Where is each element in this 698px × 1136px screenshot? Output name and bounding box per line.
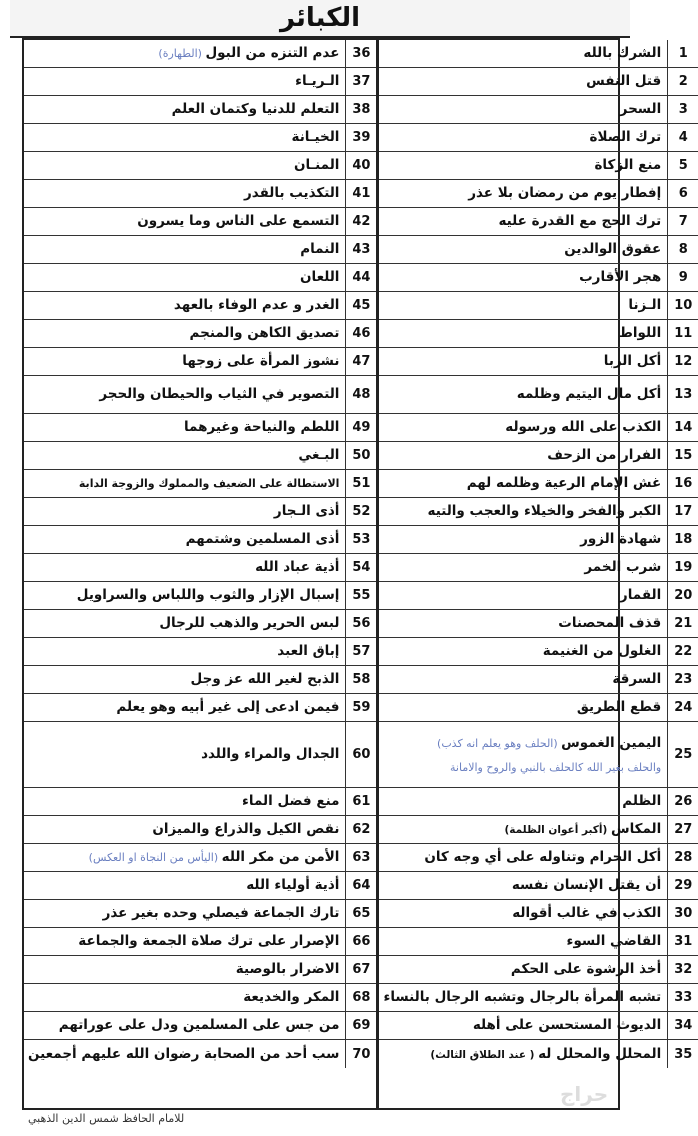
row-text-cell bbox=[379, 984, 667, 1011]
row-number: 15 bbox=[667, 442, 698, 469]
left-row-62 bbox=[24, 816, 376, 844]
row-number: 55 bbox=[345, 582, 376, 609]
row-text-cell bbox=[379, 264, 667, 291]
row-text-cell bbox=[379, 788, 667, 815]
sin-label: القاضي السوء bbox=[566, 933, 662, 950]
row-number: 25 bbox=[667, 722, 698, 787]
sin-label: تارك الجماعة فيصلي وحده بغير عذر bbox=[102, 905, 340, 922]
sin-label: لبس الحرير والذهب للرجال bbox=[159, 615, 340, 632]
row-text-cell bbox=[24, 264, 345, 291]
right-column bbox=[379, 40, 698, 1108]
sin-label: تشبه المرأة بالرجال وتشبه الرجال بالنساء bbox=[383, 989, 662, 1006]
left-row-66 bbox=[24, 928, 376, 956]
row-number: 43 bbox=[345, 236, 376, 263]
sin-label: إباق العبد bbox=[277, 643, 340, 660]
right-row-35 bbox=[379, 1040, 698, 1068]
sin-label: أذية أولياء الله bbox=[246, 877, 340, 894]
sin-label: الظلم bbox=[622, 793, 662, 810]
left-row-56 bbox=[24, 610, 376, 638]
left-row-37 bbox=[24, 68, 376, 96]
row-number: 56 bbox=[345, 610, 376, 637]
row-number: 11 bbox=[667, 320, 698, 347]
left-row-36 bbox=[24, 40, 376, 68]
sin-label: الـزنا bbox=[628, 297, 662, 314]
sin-label: قطع الطريق bbox=[576, 699, 662, 716]
sin-label: شرب الخمر bbox=[584, 559, 662, 576]
left-row-55 bbox=[24, 582, 376, 610]
row-number: 19 bbox=[667, 554, 698, 581]
row-number: 3 bbox=[667, 96, 698, 123]
row-text-cell bbox=[24, 788, 345, 815]
row-text-cell bbox=[379, 844, 667, 871]
row-text-cell bbox=[24, 956, 345, 983]
row-number: 23 bbox=[667, 666, 698, 693]
row-number: 44 bbox=[345, 264, 376, 291]
row-number: 28 bbox=[667, 844, 698, 871]
row-number: 14 bbox=[667, 414, 698, 441]
sin-label: تصديق الكاهن والمنجم bbox=[189, 325, 340, 342]
row-text-cell bbox=[379, 872, 667, 899]
sin-label: الغلول من الغنيمة bbox=[542, 643, 662, 660]
right-row-9 bbox=[379, 264, 698, 292]
left-row-64 bbox=[24, 872, 376, 900]
row-number: 58 bbox=[345, 666, 376, 693]
sin-note: (الطهارة) bbox=[158, 47, 206, 61]
row-text-cell bbox=[24, 68, 345, 95]
right-row-24 bbox=[379, 694, 698, 722]
left-row-44 bbox=[24, 264, 376, 292]
sin-label: اليمين الغموس bbox=[561, 734, 662, 751]
sin-label: أذى المسلمين وشتمهم bbox=[185, 531, 340, 548]
row-number: 29 bbox=[667, 872, 698, 899]
right-row-29 bbox=[379, 872, 698, 900]
row-number: 66 bbox=[345, 928, 376, 955]
right-row-13 bbox=[379, 376, 698, 414]
sin-label: الشرك بالله bbox=[583, 45, 662, 62]
sin-label: الغدر و عدم الوفاء بالعهد bbox=[173, 297, 340, 314]
right-row-26 bbox=[379, 788, 698, 816]
row-number: 35 bbox=[667, 1040, 698, 1068]
sin-label: القمار bbox=[619, 587, 662, 604]
left-row-59 bbox=[24, 694, 376, 722]
sin-note-line2: والحلف بغير الله كالحلف بالنبي والروح والامانة bbox=[450, 761, 662, 774]
sin-label: التصوير في الثياب والحيطان والحجر bbox=[99, 386, 340, 403]
row-number: 57 bbox=[345, 638, 376, 665]
row-number: 6 bbox=[667, 180, 698, 207]
row-text-cell bbox=[379, 208, 667, 235]
right-row-10 bbox=[379, 292, 698, 320]
row-number: 37 bbox=[345, 68, 376, 95]
row-text-cell bbox=[24, 666, 345, 693]
row-number: 17 bbox=[667, 498, 698, 525]
sin-label: الكذب على الله ورسوله bbox=[505, 419, 662, 436]
row-number: 59 bbox=[345, 694, 376, 721]
left-row-38 bbox=[24, 96, 376, 124]
right-row-23 bbox=[379, 666, 698, 694]
right-row-15 bbox=[379, 442, 698, 470]
right-row-25 bbox=[379, 722, 698, 788]
row-number: 38 bbox=[345, 96, 376, 123]
row-number: 69 bbox=[345, 1012, 376, 1039]
sin-label: التكذيب بالقدر bbox=[244, 185, 340, 202]
sin-label: ترك الحج مع القدرة عليه bbox=[498, 213, 662, 230]
sin-label: هجر الأقارب bbox=[579, 269, 662, 286]
row-text-cell bbox=[24, 610, 345, 637]
sin-label: الديوث المستحسن على أهله bbox=[472, 1017, 662, 1034]
sin-label: الذبح لغير الله عز وجل bbox=[190, 671, 340, 688]
title-bar bbox=[10, 0, 630, 38]
sin-label: اللطم والنياحة وغيرهما bbox=[183, 419, 340, 436]
row-number: 63 bbox=[345, 844, 376, 871]
kabair-table bbox=[22, 38, 693, 1110]
right-row-12 bbox=[379, 348, 698, 376]
sin-label: إفطار يوم من رمضان بلا عذر bbox=[468, 185, 662, 202]
row-number: 65 bbox=[345, 900, 376, 927]
row-text-cell bbox=[24, 208, 345, 235]
sin-label: الاضرار بالوصية bbox=[235, 961, 340, 978]
sin-label: أكل مال اليتيم وظلمه bbox=[516, 386, 662, 403]
left-row-61 bbox=[24, 788, 376, 816]
sin-label: الإصرار على ترك صلاة الجمعة والجماعة bbox=[78, 933, 340, 950]
row-text-cell bbox=[24, 984, 345, 1011]
row-text-cell bbox=[24, 442, 345, 469]
left-row-42 bbox=[24, 208, 376, 236]
row-text-cell bbox=[379, 638, 667, 665]
row-number: 12 bbox=[667, 348, 698, 375]
row-number: 36 bbox=[345, 40, 376, 67]
sin-label: منع فضل الماء bbox=[242, 793, 340, 810]
sin-label: الخيـانة bbox=[291, 129, 340, 146]
row-number: 34 bbox=[667, 1012, 698, 1039]
row-number: 9 bbox=[667, 264, 698, 291]
sin-label: قتل النفس bbox=[586, 73, 662, 90]
row-number: 27 bbox=[667, 816, 698, 843]
row-number: 48 bbox=[345, 376, 376, 413]
sin-label: البـغي bbox=[298, 447, 340, 464]
row-number: 47 bbox=[345, 348, 376, 375]
sin-label: أذى الـجار bbox=[273, 503, 340, 520]
sin-label: منع الزكاة bbox=[594, 157, 662, 174]
row-number: 61 bbox=[345, 788, 376, 815]
row-number: 16 bbox=[667, 470, 698, 497]
right-row-2 bbox=[379, 68, 698, 96]
left-column bbox=[24, 40, 379, 1108]
sin-label: المكر والخديعة bbox=[243, 989, 340, 1006]
left-row-45 bbox=[24, 292, 376, 320]
row-text-cell bbox=[24, 1040, 345, 1068]
row-text-cell bbox=[379, 40, 667, 67]
row-text-cell bbox=[24, 292, 345, 319]
sin-label: اللواط bbox=[618, 325, 662, 342]
right-row-21 bbox=[379, 610, 698, 638]
right-row-31 bbox=[379, 928, 698, 956]
sin-label: السرقة bbox=[612, 671, 662, 688]
row-text-cell bbox=[24, 582, 345, 609]
sin-label: قذف المحصنات bbox=[558, 615, 662, 632]
left-row-47 bbox=[24, 348, 376, 376]
row-text-cell bbox=[379, 442, 667, 469]
right-row-28 bbox=[379, 844, 698, 872]
left-row-43 bbox=[24, 236, 376, 264]
right-row-32 bbox=[379, 956, 698, 984]
row-text-cell bbox=[379, 68, 667, 95]
row-text-cell bbox=[379, 414, 667, 441]
row-text-cell bbox=[24, 722, 345, 787]
row-text-cell bbox=[24, 152, 345, 179]
right-row-18 bbox=[379, 526, 698, 554]
row-text-cell bbox=[24, 96, 345, 123]
row-number: 62 bbox=[345, 816, 376, 843]
sin-label: عدم التنزه من البول bbox=[205, 45, 340, 62]
row-number: 49 bbox=[345, 414, 376, 441]
row-text-cell bbox=[379, 180, 667, 207]
row-text-cell bbox=[379, 582, 667, 609]
right-row-27 bbox=[379, 816, 698, 844]
sin-label: المنـان bbox=[293, 157, 340, 174]
row-text-cell bbox=[24, 320, 345, 347]
row-text-cell bbox=[379, 928, 667, 955]
sin-label: الجدال والمراء واللدد bbox=[201, 746, 340, 763]
sin-note: (الحلف وهو يعلم انه كذب) bbox=[437, 736, 562, 750]
right-row-33 bbox=[379, 984, 698, 1012]
left-row-39 bbox=[24, 124, 376, 152]
row-number: 64 bbox=[345, 872, 376, 899]
row-number: 52 bbox=[345, 498, 376, 525]
sin-label: من جس على المسلمين ودل على عوراتهم bbox=[58, 1017, 340, 1034]
sin-label: أن يقتل الإنسان نفسه bbox=[511, 877, 662, 894]
row-text-cell bbox=[379, 376, 667, 413]
row-text-cell bbox=[24, 236, 345, 263]
row-text-cell bbox=[379, 320, 667, 347]
left-row-52 bbox=[24, 498, 376, 526]
sin-label: عقوق الوالدين bbox=[564, 241, 662, 258]
row-text-cell bbox=[379, 1012, 667, 1039]
sin-label: غش الإمام الرعية وظلمه لهم bbox=[466, 475, 662, 492]
row-number: 42 bbox=[345, 208, 376, 235]
sin-label: أكل الربا bbox=[603, 353, 662, 370]
row-text-cell bbox=[24, 554, 345, 581]
sin-label: أخذ الرشوة على الحكم bbox=[510, 961, 662, 978]
sin-label: شهادة الزور bbox=[580, 531, 662, 548]
right-row-22 bbox=[379, 638, 698, 666]
row-text-cell bbox=[379, 348, 667, 375]
sin-note: ( عند الطلاق الثالث) bbox=[430, 1048, 539, 1061]
right-row-14 bbox=[379, 414, 698, 442]
row-number: 8 bbox=[667, 236, 698, 263]
row-number: 10 bbox=[667, 292, 698, 319]
sin-label: المحلل والمحلل له bbox=[538, 1045, 662, 1062]
left-row-63 bbox=[24, 844, 376, 872]
row-number: 13 bbox=[667, 376, 698, 413]
right-row-1 bbox=[379, 40, 698, 68]
row-text-cell bbox=[379, 152, 667, 179]
sin-note: (أكبر أعوان الظلمة) bbox=[504, 824, 611, 837]
sin-label: السحر bbox=[619, 101, 662, 118]
row-text-cell bbox=[379, 526, 667, 553]
row-number: 60 bbox=[345, 722, 376, 787]
row-number: 30 bbox=[667, 900, 698, 927]
row-number: 22 bbox=[667, 638, 698, 665]
left-row-65 bbox=[24, 900, 376, 928]
right-row-5 bbox=[379, 152, 698, 180]
row-text-cell bbox=[379, 292, 667, 319]
row-number: 20 bbox=[667, 582, 698, 609]
right-row-11 bbox=[379, 320, 698, 348]
left-row-69 bbox=[24, 1012, 376, 1040]
sin-label: إسبال الإزار والثوب واللباس والسراويل bbox=[76, 587, 340, 604]
right-row-34 bbox=[379, 1012, 698, 1040]
row-text-cell bbox=[379, 554, 667, 581]
row-number: 46 bbox=[345, 320, 376, 347]
sin-label: النمام bbox=[300, 241, 340, 258]
left-row-57 bbox=[24, 638, 376, 666]
row-text-cell bbox=[379, 1040, 667, 1068]
row-number: 2 bbox=[667, 68, 698, 95]
row-text-cell bbox=[24, 414, 345, 441]
row-number: 50 bbox=[345, 442, 376, 469]
right-row-17 bbox=[379, 498, 698, 526]
row-number: 45 bbox=[345, 292, 376, 319]
sin-label: التعلم للدنيا وكتمان العلم bbox=[171, 101, 340, 118]
row-text-cell bbox=[24, 180, 345, 207]
row-text-cell bbox=[379, 236, 667, 263]
left-row-48 bbox=[24, 376, 376, 414]
right-row-30 bbox=[379, 900, 698, 928]
row-text-cell bbox=[379, 956, 667, 983]
left-row-49 bbox=[24, 414, 376, 442]
row-text-cell bbox=[379, 124, 667, 151]
sin-note: (اليأس من النجاة او العكس) bbox=[88, 851, 222, 865]
sin-label: الاستطالة على الضعيف والمملوك والزوجة الدابة bbox=[78, 476, 340, 490]
left-row-68 bbox=[24, 984, 376, 1012]
sin-label: الكذب في غالب أقواله bbox=[512, 905, 662, 922]
right-row-7 bbox=[379, 208, 698, 236]
row-number: 40 bbox=[345, 152, 376, 179]
row-text-cell bbox=[24, 928, 345, 955]
row-text-cell bbox=[24, 526, 345, 553]
sin-label: أذية عباد الله bbox=[255, 559, 340, 576]
page-title: الكبائر bbox=[279, 3, 361, 33]
row-number: 70 bbox=[345, 1040, 376, 1068]
right-row-6 bbox=[379, 180, 698, 208]
sin-label: الأمن من مكر الله bbox=[221, 849, 340, 866]
left-row-41 bbox=[24, 180, 376, 208]
row-text-cell bbox=[24, 872, 345, 899]
left-row-40 bbox=[24, 152, 376, 180]
left-row-53 bbox=[24, 526, 376, 554]
row-number: 33 bbox=[667, 984, 698, 1011]
left-row-60 bbox=[24, 722, 376, 788]
row-text-cell bbox=[379, 96, 667, 123]
row-number: 41 bbox=[345, 180, 376, 207]
row-number: 21 bbox=[667, 610, 698, 637]
right-row-3 bbox=[379, 96, 698, 124]
row-text-cell bbox=[24, 638, 345, 665]
row-number: 67 bbox=[345, 956, 376, 983]
left-row-70 bbox=[24, 1040, 376, 1068]
sin-label: الـريـاء bbox=[295, 73, 340, 90]
right-row-4 bbox=[379, 124, 698, 152]
row-text-cell bbox=[24, 348, 345, 375]
row-number: 32 bbox=[667, 956, 698, 983]
row-number: 26 bbox=[667, 788, 698, 815]
sin-label: نقص الكيل والذراع والميزان bbox=[152, 821, 340, 838]
row-text-cell bbox=[24, 498, 345, 525]
row-number: 39 bbox=[345, 124, 376, 151]
sin-label: اللعان bbox=[300, 269, 340, 286]
row-text-cell bbox=[24, 40, 345, 67]
watermark-logo: حراج bbox=[560, 1082, 609, 1106]
row-number: 31 bbox=[667, 928, 698, 955]
right-row-20 bbox=[379, 582, 698, 610]
footer-credit: للامام الحافظ شمس الدين الذهبي bbox=[28, 1112, 185, 1125]
row-number: 51 bbox=[345, 470, 376, 497]
right-row-8 bbox=[379, 236, 698, 264]
left-row-67 bbox=[24, 956, 376, 984]
sin-label: سب أحد من الصحابة رضوان الله عليهم أجمعين bbox=[28, 1045, 340, 1062]
row-text-cell bbox=[24, 844, 345, 871]
sin-label: المكاس bbox=[610, 821, 662, 838]
sin-label: ترك الصلاة bbox=[589, 129, 662, 146]
sin-label: نشوز المرأة على زوجها bbox=[182, 353, 340, 370]
row-text-cell bbox=[24, 1012, 345, 1039]
left-row-58 bbox=[24, 666, 376, 694]
row-number: 24 bbox=[667, 694, 698, 721]
sin-label: الفرار من الزحف bbox=[547, 447, 662, 464]
right-row-16 bbox=[379, 470, 698, 498]
row-text-cell bbox=[379, 666, 667, 693]
row-number: 54 bbox=[345, 554, 376, 581]
left-row-46 bbox=[24, 320, 376, 348]
left-row-50 bbox=[24, 442, 376, 470]
row-text-cell bbox=[24, 816, 345, 843]
row-text-cell bbox=[379, 900, 667, 927]
left-row-51 bbox=[24, 470, 376, 498]
row-number: 4 bbox=[667, 124, 698, 151]
row-text-cell bbox=[379, 470, 667, 497]
row-text-cell bbox=[379, 694, 667, 721]
row-number: 7 bbox=[667, 208, 698, 235]
row-number: 53 bbox=[345, 526, 376, 553]
row-text-cell bbox=[24, 124, 345, 151]
row-text-cell bbox=[379, 498, 667, 525]
row-text-cell bbox=[379, 816, 667, 843]
right-row-19 bbox=[379, 554, 698, 582]
sin-label: أكل الحرام وتناوله على أي وجه كان bbox=[424, 849, 662, 866]
row-text-cell bbox=[24, 470, 345, 497]
row-text-cell bbox=[379, 610, 667, 637]
row-number: 68 bbox=[345, 984, 376, 1011]
row-number: 5 bbox=[667, 152, 698, 179]
row-number: 1 bbox=[667, 40, 698, 67]
row-text-cell bbox=[24, 376, 345, 413]
sin-label: التسمع على الناس وما يسرون bbox=[137, 213, 340, 230]
row-number: 18 bbox=[667, 526, 698, 553]
left-row-54 bbox=[24, 554, 376, 582]
row-text-cell bbox=[24, 694, 345, 721]
sin-label: فيمن ادعى إلى غير أبيه وهو يعلم bbox=[116, 699, 340, 716]
sin-label: الكبر والفخر والخيلاء والعجب والتيه bbox=[427, 503, 662, 520]
row-text-cell bbox=[379, 722, 667, 787]
row-text-cell bbox=[24, 900, 345, 927]
